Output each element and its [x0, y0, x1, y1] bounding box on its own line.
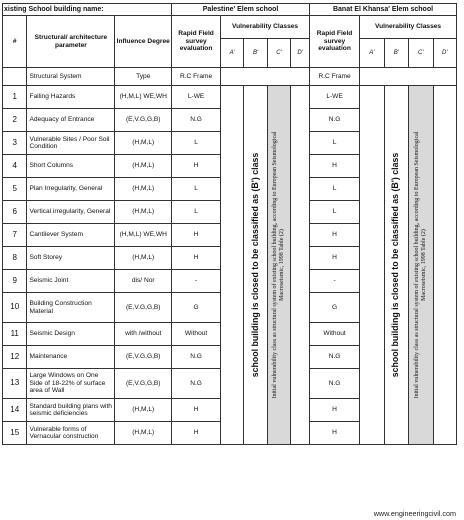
- influence-degree-header: Influence Degree: [115, 16, 172, 68]
- school-2-classification-note: school building is closed to be classified as (B') class: [384, 86, 408, 445]
- school-2-rapid-header: Rapid Field survey evaluation: [310, 16, 360, 68]
- school-1-vulnerability-header: Vulnerability Classes: [221, 16, 310, 39]
- school-2-class-a: A': [360, 39, 384, 68]
- structural-system-degree: Type: [115, 68, 172, 86]
- school-2-class-d: D': [433, 39, 457, 68]
- school-1-class-b: B': [244, 39, 267, 68]
- table-row: 1 Falling Hazards (H,M,L) WE,WH L-WE school building is closed to be classified as (B') class Initial vulnerability class as structural system of existing school building, according to European Seismological Macroseismic, 1998 Table (2) L-WE school building is closed to be classified as (B') class Initial vulnerability class as structural system of existing school building, according to European Seismological Macroseismic, 1998 Table (2): [3, 86, 457, 109]
- school-1-class-c: C': [267, 39, 290, 68]
- school-1-rapid-header: Rapid Field survey evaluation: [172, 16, 221, 68]
- school-2-class-c: C': [409, 39, 433, 68]
- table-row: 6 Vertical irregularity, General (H,M,L) L L: [3, 201, 457, 224]
- parameter-header: Structural/ architecture parameter: [27, 16, 115, 68]
- table-row: 13 Large Windows on One Side of 18-22% of surface area of Wall (E,V.G,G,B) N.G N.G: [3, 369, 457, 399]
- table-row: 3 Vulnerable Sites / Poor Soil Condition (H,M,L) L L: [3, 132, 457, 155]
- school-1-class-d: D': [291, 39, 310, 68]
- table-row: 10 Building Construction Material (E,V.G,G,B) G G: [3, 293, 457, 323]
- table-row: 14 Standard building plans with seismic deficiencies (H,M,L) H H: [3, 399, 457, 422]
- table-row: 11 Seismic Design with /without Without Without: [3, 323, 457, 346]
- table-row: 12 Maintenance (E,V.G,G,B) N.G N.G: [3, 346, 457, 369]
- vulnerability-table: [2, 3, 457, 445]
- school-1-class-a: A': [221, 39, 244, 68]
- school-2-initial-class-note: Initial vulnerability class as structural system of existing school building, according to European Seismological Macroseismic, 1998 Table (2): [409, 86, 433, 445]
- school-1-classification-note: school building is closed to be classified as (B') class: [244, 86, 267, 445]
- table-row: 4 Short Columns (H,M,L) H H: [3, 155, 457, 178]
- structural-system-label: Structural System: [27, 68, 115, 86]
- school-2-structural-system: R.C Frame: [310, 68, 360, 86]
- table-row: 2 Adequacy of Entrance (E,V.G,G,B) N.G N.G: [3, 109, 457, 132]
- school-2-name: Banat El Khansa' Elem school: [310, 4, 457, 16]
- school-1-structural-system: R.C Frame: [172, 68, 221, 86]
- school-2-vulnerability-header: Vulnerability Classes: [360, 16, 457, 39]
- number-header: #: [3, 16, 27, 68]
- website-credit: www.engineeringcivil.com: [373, 509, 456, 518]
- school-1-name: Palestine' Elem school: [172, 4, 310, 16]
- structural-system-row: [3, 68, 457, 86]
- school-1-initial-class-note: Initial vulnerability class as structural system of existing school building, according to European Seismological Macroseismic, 1998 Table (2): [267, 86, 290, 445]
- table-row: 7 Cantilever System (H,M,L) WE,WH H H: [3, 224, 457, 247]
- table-row: 8 Soft Storey (H,M,L) H H: [3, 247, 457, 270]
- table-row: 5 Plan Irregularity, General (H,M,L) L L: [3, 178, 457, 201]
- table-title: xisting School building name:: [3, 4, 172, 16]
- table-row: 9 Seismic Joint dis/ Nor - -: [3, 270, 457, 293]
- school-2-class-b: B': [384, 39, 408, 68]
- table-row: 15 Vulnerable forms of Vernacular construction (H,M,L) H H: [3, 422, 457, 445]
